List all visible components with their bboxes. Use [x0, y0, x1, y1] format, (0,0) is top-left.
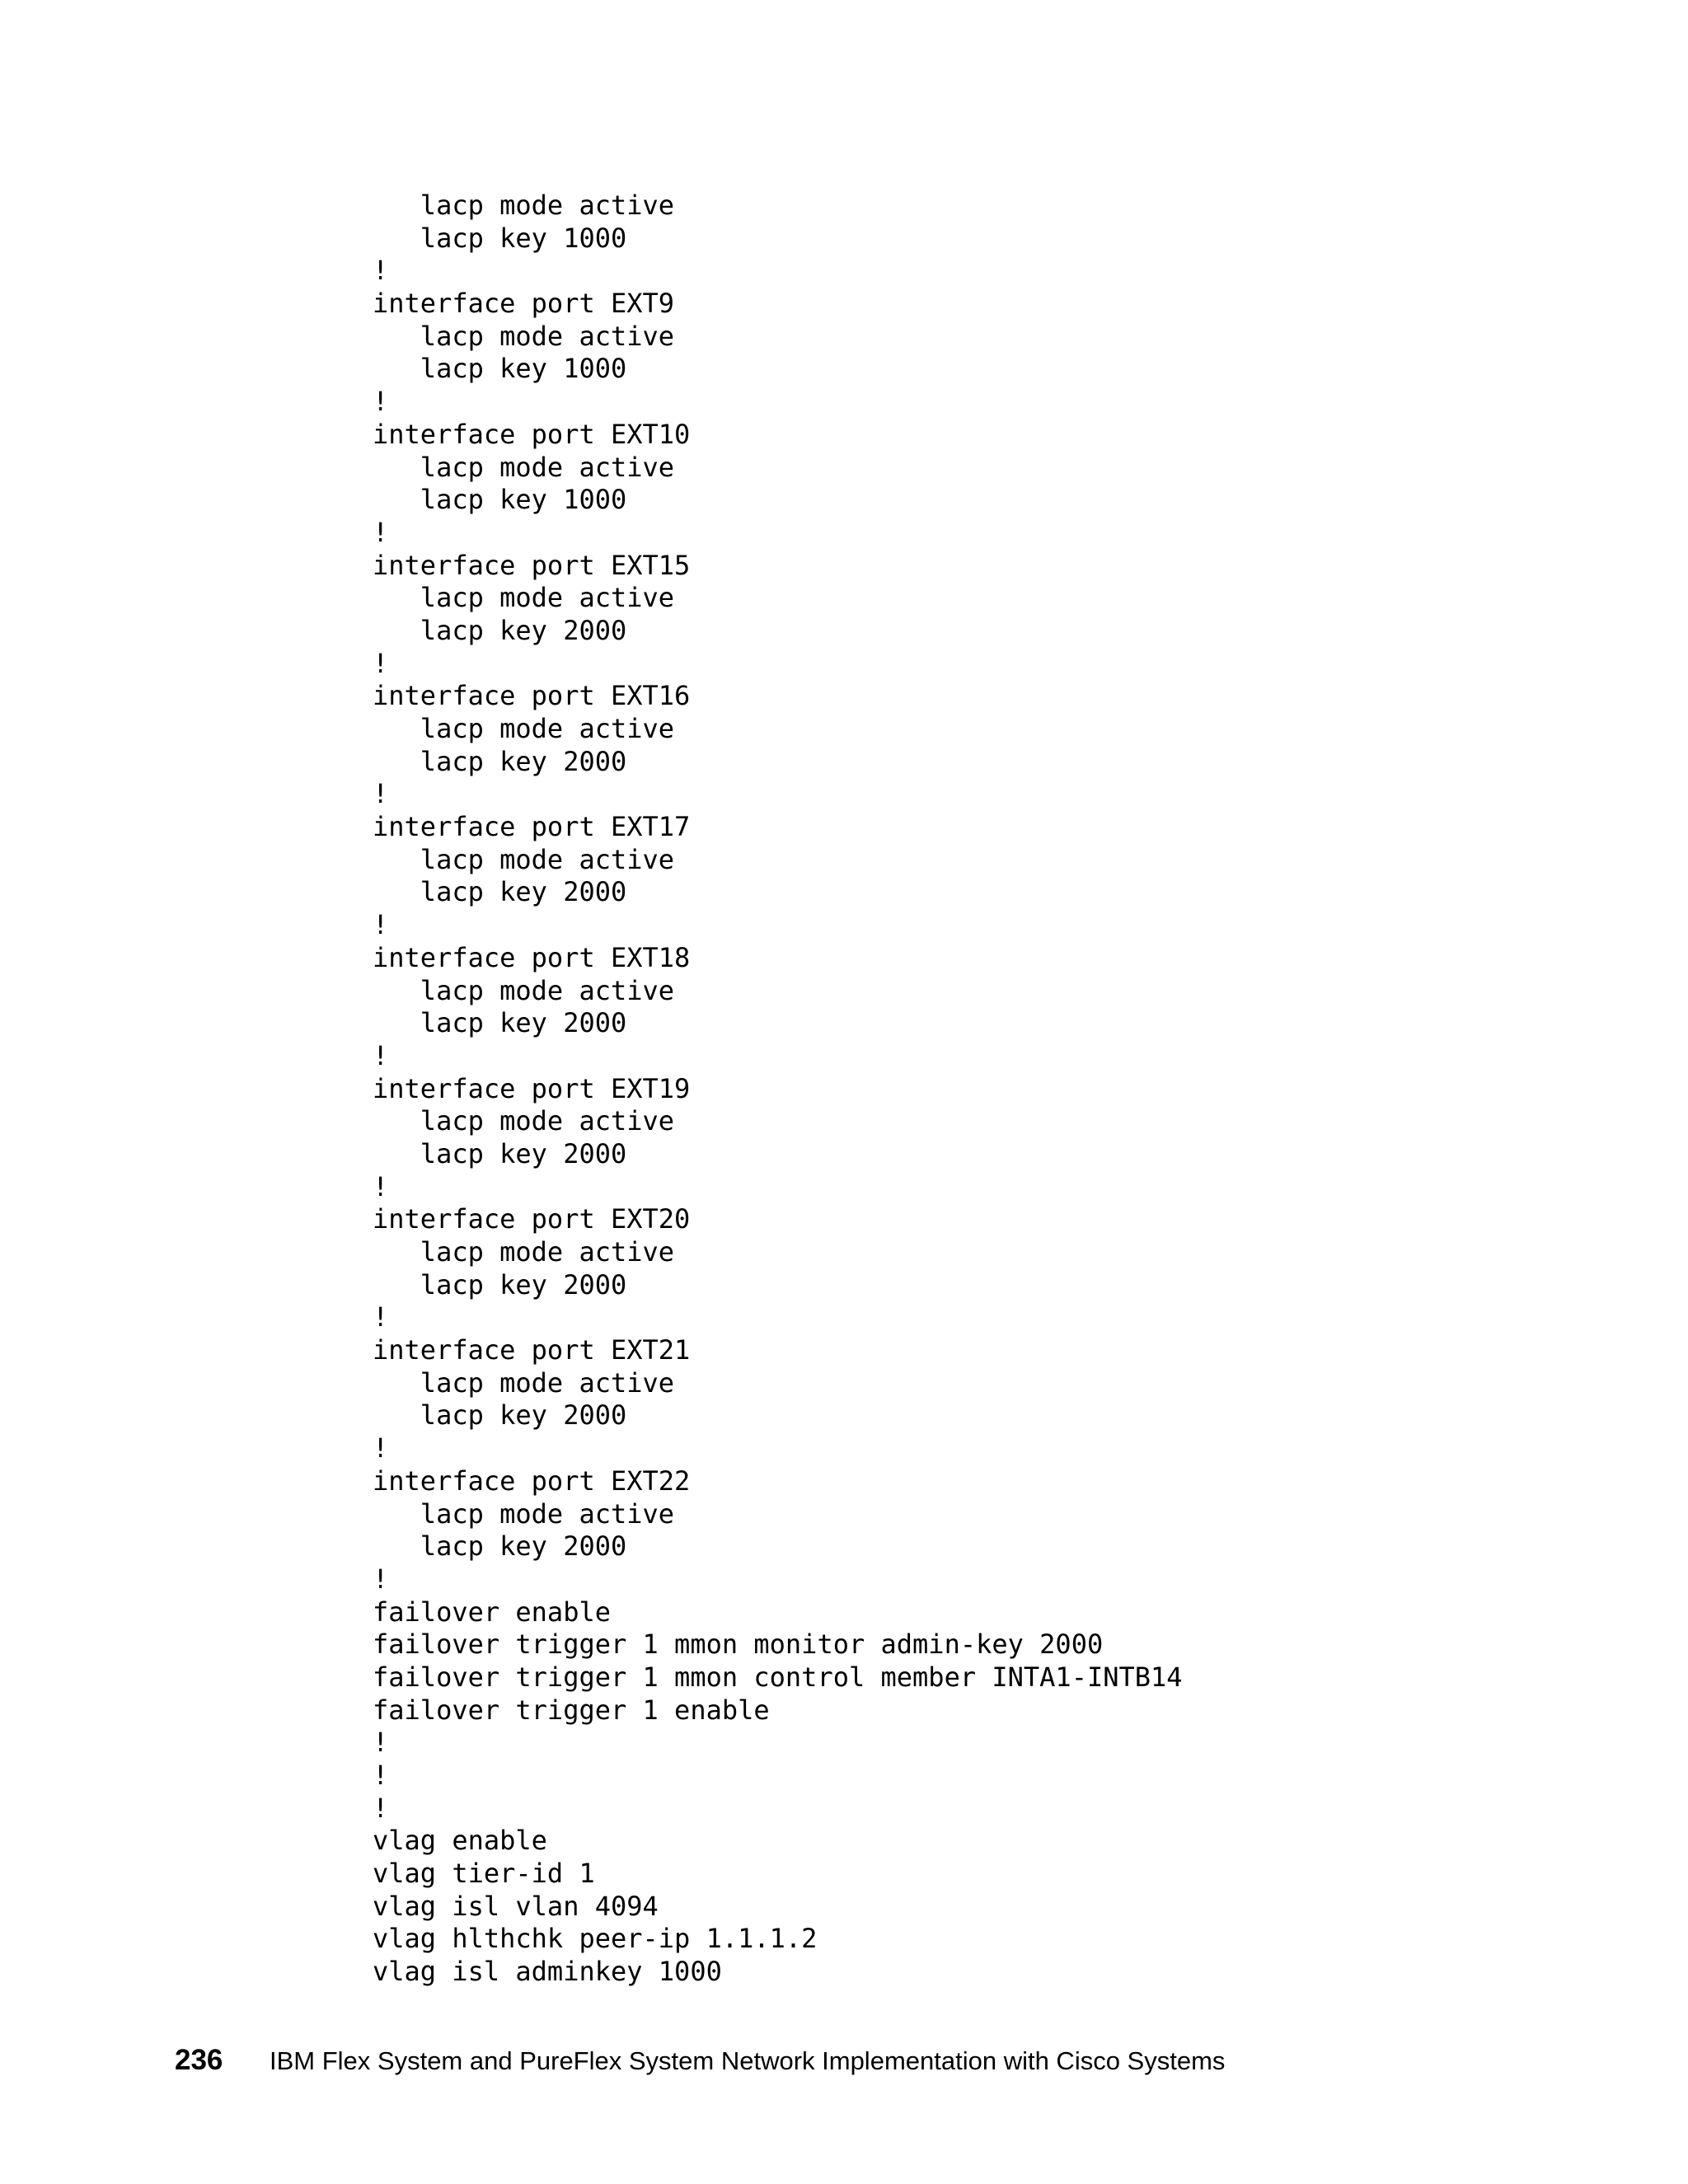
code-line: lacp mode active	[373, 320, 675, 352]
code-line: lacp mode active	[373, 582, 675, 614]
code-line: !	[373, 1301, 389, 1333]
code-line: lacp key 2000	[373, 1399, 627, 1432]
code-line: lacp mode active	[373, 974, 675, 1006]
code-line: !	[373, 778, 389, 810]
code-line: interface port EXT19	[373, 1072, 691, 1104]
code-line: lacp mode active	[373, 843, 675, 875]
code-line: lacp key 1000	[373, 353, 627, 385]
code-line: interface port EXT16	[373, 680, 691, 712]
code-line: lacp mode active	[373, 190, 675, 221]
code-line: vlag enable	[373, 1825, 547, 1857]
code-line: lacp mode active	[373, 1366, 675, 1399]
code-line: !	[373, 1039, 389, 1071]
code-line: failover trigger 1 mmon monitor admin-key 2000	[373, 1629, 1104, 1661]
code-line: !	[373, 255, 389, 287]
code-line: lacp mode active	[373, 451, 675, 483]
code-line: lacp mode active	[373, 1105, 675, 1137]
code-line: !	[373, 909, 389, 941]
code-line: !	[373, 1563, 389, 1595]
code-line: !	[373, 1432, 389, 1465]
page-footer	[175, 2044, 1225, 2083]
code-line: vlag isl adminkey 1000	[373, 1956, 722, 1988]
code-line: lacp mode active	[373, 1236, 675, 1268]
code-line: interface port EXT18	[373, 941, 691, 973]
code-line: lacp key 2000	[373, 1268, 627, 1301]
page-number: 236	[175, 2044, 223, 2076]
code-line: lacp key 2000	[373, 614, 627, 646]
code-line: lacp key 2000	[373, 1530, 627, 1563]
code-line: lacp key 2000	[373, 1007, 627, 1039]
code-line: vlag isl vlan 4094	[373, 1890, 659, 1922]
code-line: !	[373, 1727, 389, 1759]
code-line: interface port EXT15	[373, 549, 691, 581]
code-line: interface port EXT22	[373, 1465, 691, 1497]
code-line: !	[373, 1792, 389, 1824]
code-line: lacp key 1000	[373, 222, 627, 254]
code-line: failover trigger 1 mmon control member INTA1-INTB14	[373, 1661, 1183, 1693]
code-line: !	[373, 1170, 389, 1202]
code-line: interface port EXT17	[373, 811, 691, 843]
code-line: failover enable	[373, 1596, 611, 1628]
code-line: !	[373, 1760, 389, 1791]
config-code-block	[373, 190, 1183, 1989]
code-line: interface port EXT9	[373, 288, 675, 320]
code-line: interface port EXT21	[373, 1334, 691, 1366]
code-line: interface port EXT20	[373, 1203, 691, 1235]
code-line: !	[373, 516, 389, 548]
code-line: lacp mode active	[373, 1497, 675, 1530]
book-title: IBM Flex System and PureFlex System Network Implementation with Cisco Systems	[270, 2046, 1226, 2075]
code-line: failover trigger 1 enable	[373, 1694, 770, 1726]
code-line: lacp key 2000	[373, 745, 627, 777]
code-line: interface port EXT10	[373, 418, 691, 450]
code-line: vlag tier-id 1	[373, 1858, 595, 1890]
code-line: lacp key 2000	[373, 1137, 627, 1169]
code-line: !	[373, 386, 389, 418]
code-line: !	[373, 647, 389, 679]
code-line: lacp key 2000	[373, 876, 627, 908]
code-line: lacp mode active	[373, 713, 675, 744]
code-line: lacp key 1000	[373, 484, 627, 516]
code-line: vlag hlthchk peer-ip 1.1.1.2	[373, 1923, 818, 1955]
